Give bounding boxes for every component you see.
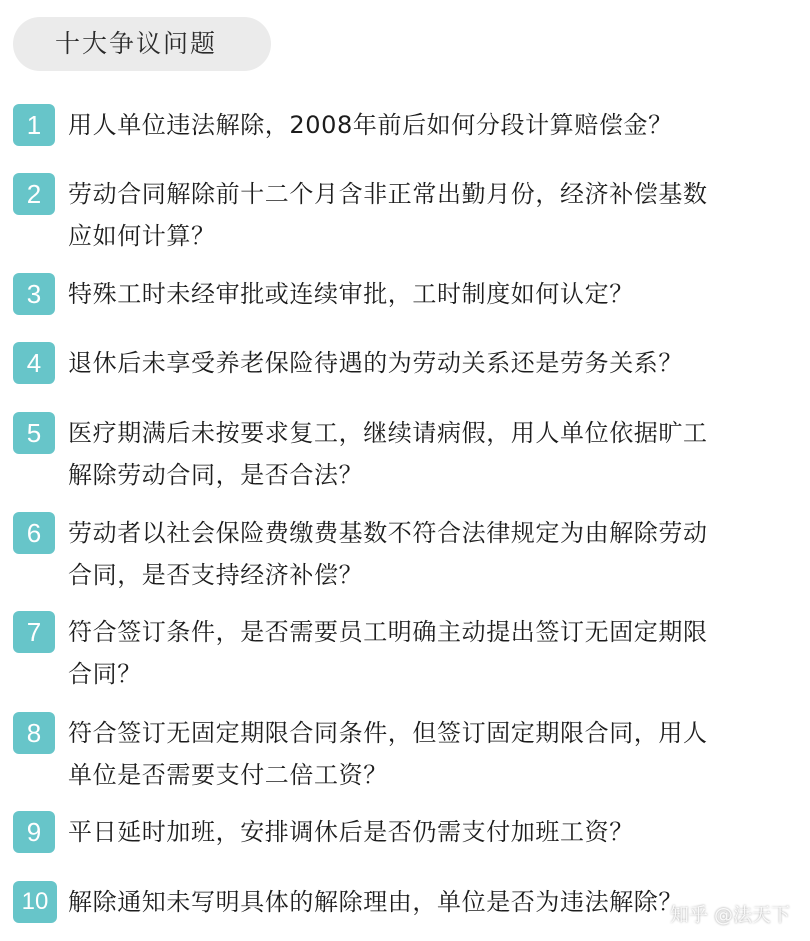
question-line: 劳动合同解除前十二个月含非正常出勤月份，经济补偿基数 (68, 180, 708, 208)
question-text (68, 273, 803, 315)
number-badge: 7 (13, 611, 55, 653)
number-badge: 3 (13, 273, 55, 315)
question-line: 劳动者以社会保险费缴费基数不符合法律规定为由解除劳动 (68, 519, 708, 547)
question-text (68, 512, 803, 596)
question-line: 用人单位违法解除，2008年前后如何分段计算赔偿金？ (68, 111, 673, 139)
page-title: 十大争议问题 (13, 17, 271, 71)
number-badge: 10 (13, 881, 57, 923)
question-text (68, 104, 803, 146)
question-text (68, 173, 803, 257)
number-badge: 4 (13, 342, 55, 384)
question-line: 退休后未享受养老保险待遇的为劳动关系还是劳务关系？ (68, 349, 683, 377)
question-text (68, 811, 803, 853)
question-line: 合同？ (68, 660, 142, 688)
question-line: 符合签订无固定期限合同条件，但签订固定期限合同，用人 (68, 719, 708, 747)
question-line: 平日延时加班，安排调休后是否仍需支付加班工资？ (68, 818, 634, 846)
question-text (68, 611, 803, 695)
question-text (68, 712, 803, 796)
number-badge: 6 (13, 512, 55, 554)
question-line: 应如何计算？ (68, 222, 216, 250)
question-line: 单位是否需要支付二倍工资？ (68, 761, 388, 789)
question-line: 合同，是否支持经济补偿？ (68, 561, 364, 589)
question-line: 特殊工时未经审批或连续审批，工时制度如何认定？ (68, 280, 634, 308)
watermark: 知乎 @法天下 (669, 904, 790, 926)
question-text (68, 342, 803, 384)
question-line: 符合签订条件，是否需要员工明确主动提出签订无固定期限 (68, 618, 708, 646)
number-badge: 2 (13, 173, 55, 215)
question-text (68, 412, 803, 496)
number-badge: 9 (13, 811, 55, 853)
number-badge: 1 (13, 104, 55, 146)
question-line: 解除劳动合同，是否合法？ (68, 461, 364, 489)
question-line: 解除通知未写明具体的解除理由，单位是否为违法解除？ (68, 888, 683, 916)
number-badge: 5 (13, 412, 55, 454)
question-line: 医疗期满后未按要求复工，继续请病假，用人单位依据旷工 (68, 419, 708, 447)
number-badge: 8 (13, 712, 55, 754)
